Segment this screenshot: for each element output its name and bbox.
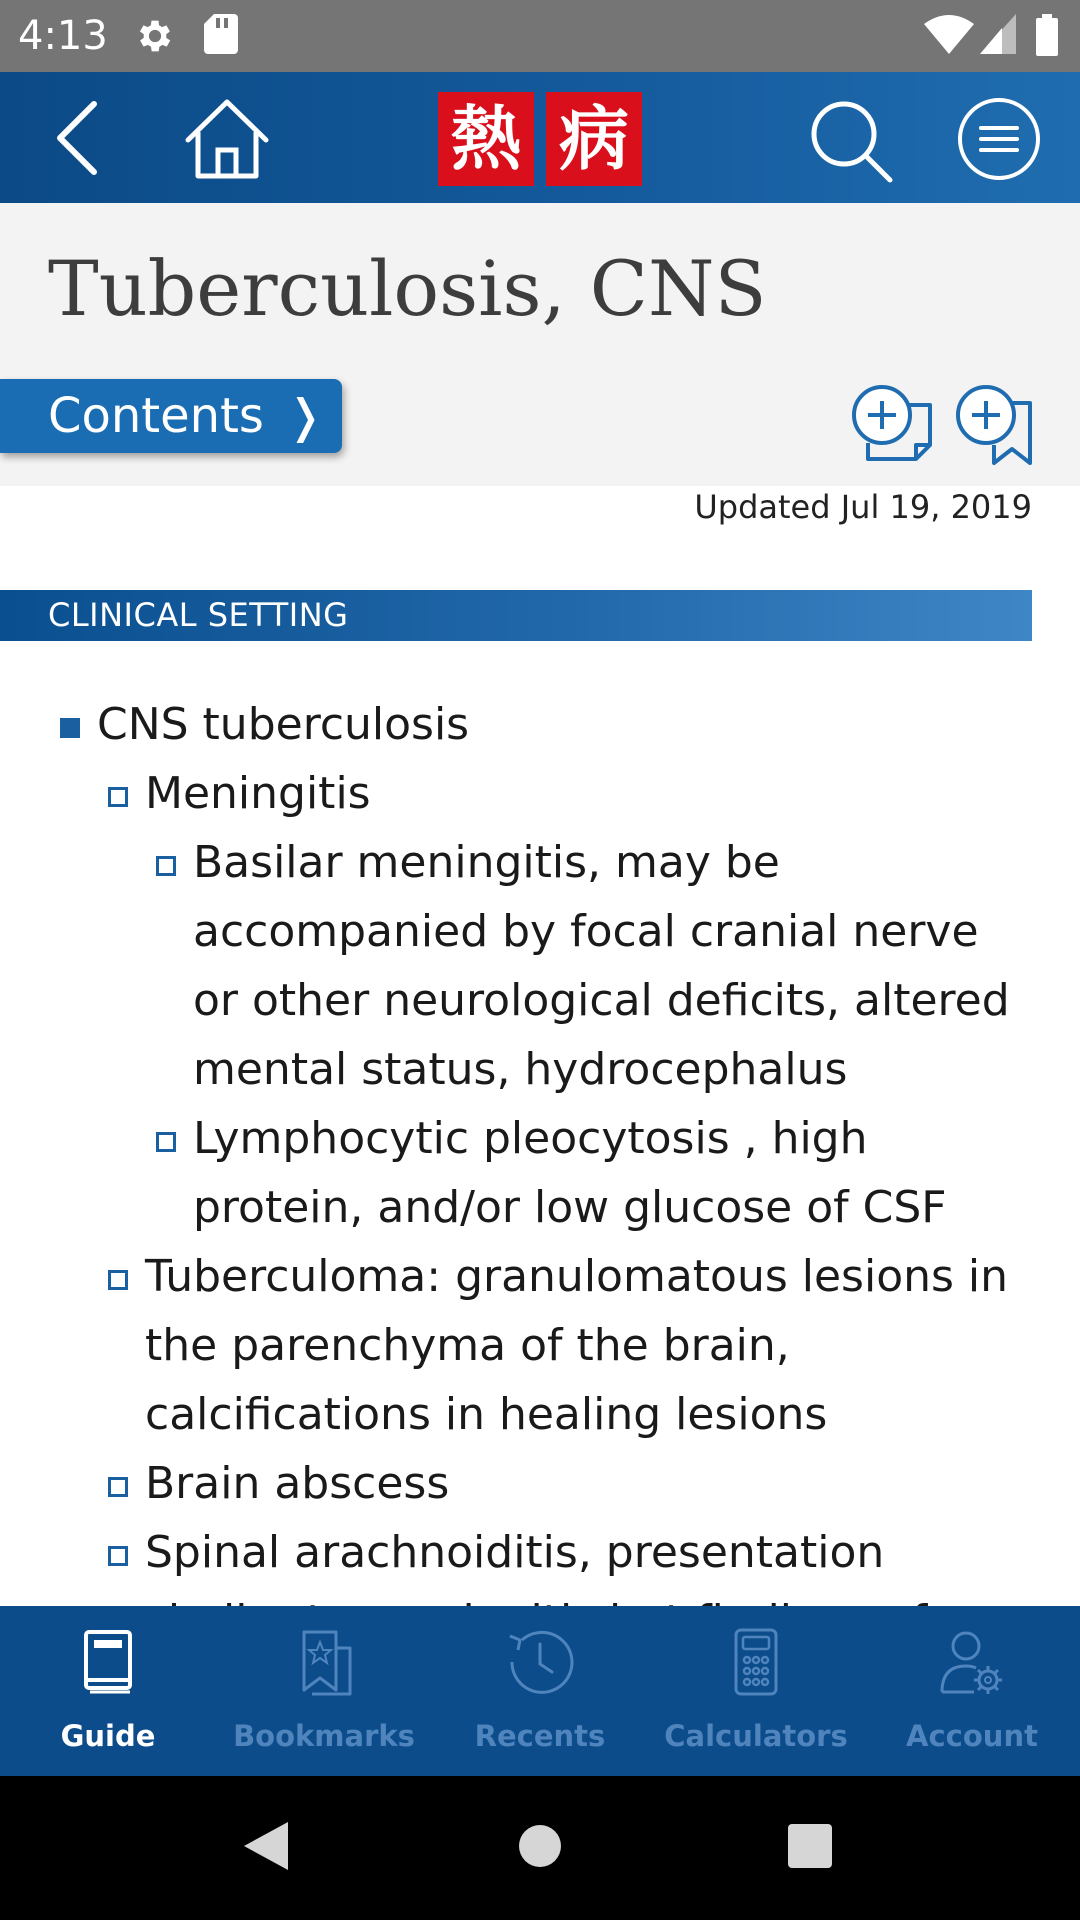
system-nav-bar bbox=[0, 1776, 1080, 1920]
list-item bbox=[0, 1104, 1080, 1242]
bullet-hollow-icon bbox=[108, 1477, 128, 1497]
article-content[interactable] bbox=[0, 690, 1080, 1606]
settings-icon bbox=[134, 14, 176, 58]
list-item-text-line: Basilar meningitis, may be bbox=[193, 837, 780, 888]
contents-button[interactable] bbox=[0, 379, 342, 453]
list-item-text-line: protein, and/or low glucose of CSF bbox=[193, 1182, 947, 1233]
bullet-hollow-icon bbox=[108, 1546, 128, 1566]
wifi-icon bbox=[924, 14, 974, 54]
nav-label: Account bbox=[906, 1719, 1038, 1753]
contents-label: Contents bbox=[48, 388, 264, 444]
list-item-text-line: accompanied by focal cranial nerve bbox=[193, 906, 979, 957]
logo-char-1: 熱 bbox=[438, 92, 534, 186]
list-item-text-line: mental status, hydrocephalus bbox=[193, 1044, 848, 1095]
bullet-filled-icon bbox=[60, 718, 80, 738]
section-header: CLINICAL SETTING bbox=[0, 590, 1032, 641]
list-item bbox=[0, 759, 1080, 828]
nav-label: Calculators bbox=[664, 1719, 848, 1753]
list-item-text: Meningitis bbox=[145, 768, 371, 819]
updated-date: Updated Jul 19, 2019 bbox=[694, 488, 1032, 526]
nav-label: Guide bbox=[60, 1719, 156, 1753]
clock-icon bbox=[500, 1628, 580, 1698]
logo-char-2: 病 bbox=[546, 92, 642, 186]
app-logo[interactable] bbox=[438, 92, 642, 186]
back-icon[interactable] bbox=[50, 100, 106, 176]
list-item-text-line: or other neurological deficits, altered bbox=[193, 975, 1010, 1026]
battery-icon bbox=[1036, 14, 1058, 56]
nav-guide[interactable] bbox=[0, 1606, 216, 1776]
sd-card-icon bbox=[204, 14, 238, 54]
title-area bbox=[0, 203, 1080, 486]
book-icon bbox=[68, 1628, 148, 1698]
add-note-icon[interactable] bbox=[850, 383, 934, 465]
recents-square-icon[interactable] bbox=[786, 1820, 834, 1872]
list-item-text-line: Spinal arachnoiditis, presentation bbox=[145, 1527, 885, 1578]
nav-account[interactable] bbox=[864, 1606, 1080, 1776]
list-item-text-line: Tuberculoma: granulomatous lesions in bbox=[145, 1251, 1009, 1302]
bottom-nav bbox=[0, 1606, 1080, 1776]
list-item bbox=[0, 1242, 1080, 1449]
nav-calculators[interactable] bbox=[648, 1606, 864, 1776]
nav-label: Bookmarks bbox=[233, 1719, 415, 1753]
search-icon[interactable] bbox=[808, 98, 894, 184]
nav-bookmarks[interactable] bbox=[216, 1606, 432, 1776]
list-item-text: CNS tuberculosis bbox=[97, 699, 470, 750]
calculator-icon bbox=[716, 1628, 796, 1698]
menu-icon[interactable] bbox=[956, 96, 1042, 182]
page-title: Tuberculosis, CNS bbox=[48, 244, 767, 333]
bullet-hollow-icon bbox=[156, 1132, 176, 1152]
add-bookmark-icon[interactable] bbox=[954, 383, 1034, 467]
nav-label: Recents bbox=[474, 1719, 606, 1753]
list-item bbox=[0, 828, 1080, 1104]
list-item-text-line: calcifications in healing lesions bbox=[145, 1389, 828, 1440]
list-item bbox=[0, 1449, 1080, 1518]
bullet-hollow-icon bbox=[156, 856, 176, 876]
chevron-right-icon: ❭ bbox=[285, 389, 325, 443]
back-triangle-icon[interactable] bbox=[242, 1820, 290, 1872]
nav-recents[interactable] bbox=[432, 1606, 648, 1776]
list-item-text: Brain abscess bbox=[145, 1458, 450, 1509]
status-time: 4:13 bbox=[18, 13, 108, 59]
list-item-text-line: Lymphocytic pleocytosis , high bbox=[193, 1113, 868, 1164]
signal-icon bbox=[980, 14, 1016, 54]
app-bar bbox=[0, 72, 1080, 203]
list-item bbox=[0, 690, 1080, 759]
account-gear-icon bbox=[932, 1628, 1012, 1698]
home-circle-icon[interactable] bbox=[518, 1820, 562, 1872]
bullet-hollow-icon bbox=[108, 787, 128, 807]
list-item-text-line: the parenchyma of the brain, bbox=[145, 1320, 790, 1371]
bullet-hollow-icon bbox=[108, 1270, 128, 1290]
bookmarks-icon bbox=[284, 1628, 364, 1698]
status-bar bbox=[0, 0, 1080, 72]
home-icon[interactable] bbox=[184, 98, 270, 180]
